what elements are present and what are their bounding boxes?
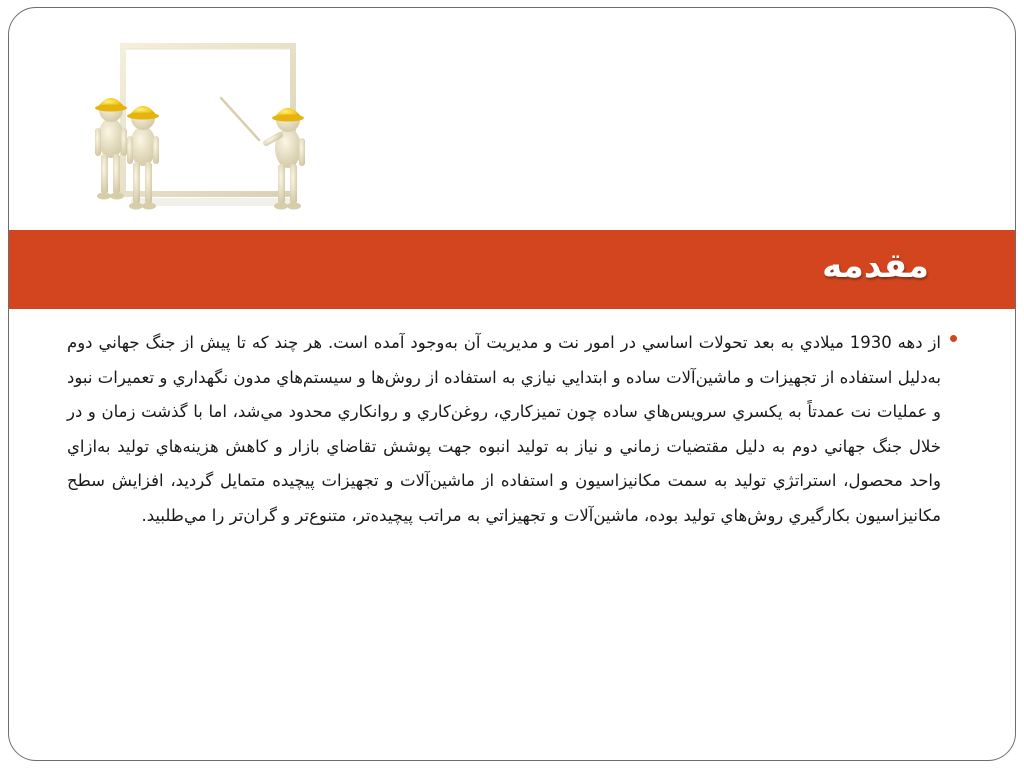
slide-frame xyxy=(8,7,1016,761)
bullet-text: از دهه 1930 ميلادي به بعد تحولات اساسي در امور نت و مديريت آن به‌وجود آمده است. هر چند كه تا پيش از جنگ جهاني دوم به‌دليل استفاده از تجهيزات و ماشين‌آلات ساده و ابتدايي نيازي به استفاده از روش‌ها و سيستم‌هاي مدون نگهداري و تعميرات نبود و عمليات نت عمدتاً به يكسري سرويس‌هاي ساده چون تميزكاري، روغن‌كاري و روانكاري محدود مي‌شد، اما با گذشت زمان و در خلال جنگ جهاني دوم به دليل مقتضيات زماني و نياز به توليد انبوه جهت پوشش تقاضاي بازار و كاهش هزينه‌هاي توليد به‌ازاي واحد محصول، استراتژي توليد به سمت مكانيزاسيون و استفاده از ماشين‌آلات و تجهيزات پيچيده متمايل گرديد، افزايش سطح مكانيزاسيون بكارگيري روش‌هاي توليد بوده، ماشين‌آلات و تجهيزاتي به مراتب پيچيده‌تر، متنوع‌تر و گران‌تر را مي‌طلبيد. xyxy=(67,333,941,525)
bullet-dot-icon xyxy=(950,335,957,342)
bullet-item xyxy=(67,326,957,533)
slide-title: مقدمه xyxy=(822,246,929,286)
title-band xyxy=(9,230,1015,309)
workers-presentation-illustration xyxy=(81,38,321,223)
slide-content xyxy=(67,326,957,533)
workers-illustration-icon xyxy=(81,38,321,223)
